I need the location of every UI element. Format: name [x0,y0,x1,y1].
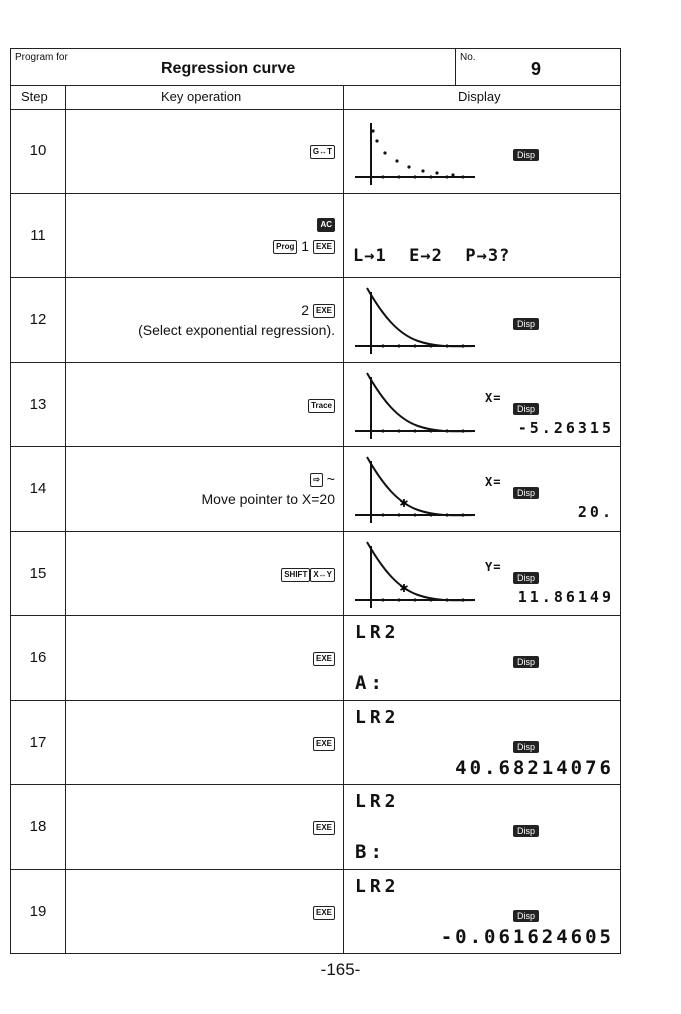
lcd-line-1: LR2 [355,791,400,812]
step-row [11,109,620,194]
disp-indicator: Disp [513,318,539,330]
disp-indicator: Disp [513,403,539,415]
step-row [11,532,620,617]
key-operation [67,109,337,193]
step-row [11,363,620,448]
step-note: (Select exponential regression). [138,322,335,338]
key--icon: ⇨ [310,473,323,487]
step-row [11,870,620,955]
trace-pointer: ✱ [399,497,409,510]
display-screen [345,785,620,869]
regression-graph [353,117,478,187]
program-for-label: Program for [15,52,68,63]
key-trace-icon: Trace [308,399,335,413]
col-display: Display [458,89,501,104]
disp-indicator: Disp [513,825,539,837]
data-point [395,159,398,162]
disp-indicator: Disp [513,487,539,499]
step-number: 14 [29,480,47,498]
key-prog-icon: Prog [273,240,297,254]
lcd-line-3: 40.68214076 [455,756,614,779]
data-point [371,129,374,132]
display-value: 20. [577,503,614,521]
regression-graph [353,455,478,525]
regression-curve [367,288,475,346]
regression-curve [367,542,475,600]
key-operation [67,785,337,869]
step-number: 15 [29,564,47,582]
key-exe-icon: EXE [313,906,335,920]
lcd-line-3: B: [355,841,386,863]
key-exe-icon: EXE [313,304,335,318]
col-key-operation: Key operation [161,89,242,104]
step-row [11,194,620,279]
lcd-line-3: A: [355,672,386,694]
disp-indicator: Disp [513,741,539,753]
lcd-line-1: LR2 [355,622,400,643]
col-step: Step [21,89,48,104]
key-exe-icon: EXE [313,240,335,254]
menu-prompt: L→1 E→2 P→3? [353,245,511,266]
display-screen [345,194,620,278]
page-title: Regression curve [161,60,296,77]
disp-indicator: Disp [513,149,539,161]
regression-graph [353,540,478,610]
step-number: 16 [29,649,47,667]
step-row [11,616,620,701]
disp-indicator: Disp [513,656,539,668]
step-number: 19 [29,903,47,921]
key-exe-icon: EXE [313,737,335,751]
regression-curve [367,373,475,431]
program-sheet [10,48,621,954]
key-operation: ⇨ ~ Move pointer to X=20 [201,471,335,507]
display-screen [345,701,620,785]
data-point [435,171,438,174]
step-number: 10 [29,142,47,160]
regression-graph [353,371,478,441]
disp-indicator: Disp [513,572,539,584]
display-screen [345,278,620,362]
display-screen [345,109,620,193]
display-screen [345,532,620,616]
display-screen [345,870,620,955]
data-point [421,169,424,172]
trace-pointer: ✱ [399,581,409,595]
step-number: 13 [29,395,47,413]
key-operation [67,616,337,700]
key-xy-icon: X↔Y [310,568,335,582]
key-operation [67,363,337,447]
disp-indicator: Disp [513,910,539,922]
step-note: Move pointer to X=20 [201,491,335,507]
key-operation: 2 EXE (Select exponential regression). [138,302,335,338]
display-screen [345,363,620,447]
data-point [383,151,386,154]
key-shift-icon: SHIFT [281,568,310,582]
lcd-line-3: -0.061624605 [440,925,614,948]
step-number: 12 [29,311,47,329]
variable-label: Y= [485,559,502,574]
data-point [407,165,410,168]
display-screen [345,616,620,700]
regression-curve [367,457,475,515]
step-number: 17 [29,733,47,751]
key-ac-icon: AC [317,218,335,232]
sheet-header [11,49,620,86]
column-headers [11,85,620,110]
program-number-label: No. [460,52,476,63]
key-operation: AC Prog 1 EXE [67,194,337,278]
key-operation [67,870,337,955]
data-point [375,139,378,142]
step-number: 18 [29,818,47,836]
display-value: -5.26315 [517,418,614,437]
key-exe-icon: EXE [313,652,335,666]
display-value: 11.86149 [517,587,614,606]
page-number: -165- [320,960,361,979]
key-gt-icon: G↔T [310,145,335,159]
key-operation [67,532,337,616]
key-exe-icon: EXE [313,821,335,835]
variable-label: X= [485,390,502,405]
variable-label: X= [485,475,502,489]
display-screen [345,447,620,531]
step-number: 11 [30,226,46,244]
steps-table [11,109,620,954]
step-row [11,447,620,532]
step-row [11,701,620,786]
regression-graph [353,286,478,356]
data-point [451,173,454,176]
lcd-line-1: LR2 [355,875,400,897]
step-row [11,278,620,363]
lcd-line-1: LR2 [355,706,400,728]
step-row [11,785,620,870]
key-operation [67,701,337,785]
program-number: 9 [531,59,542,79]
